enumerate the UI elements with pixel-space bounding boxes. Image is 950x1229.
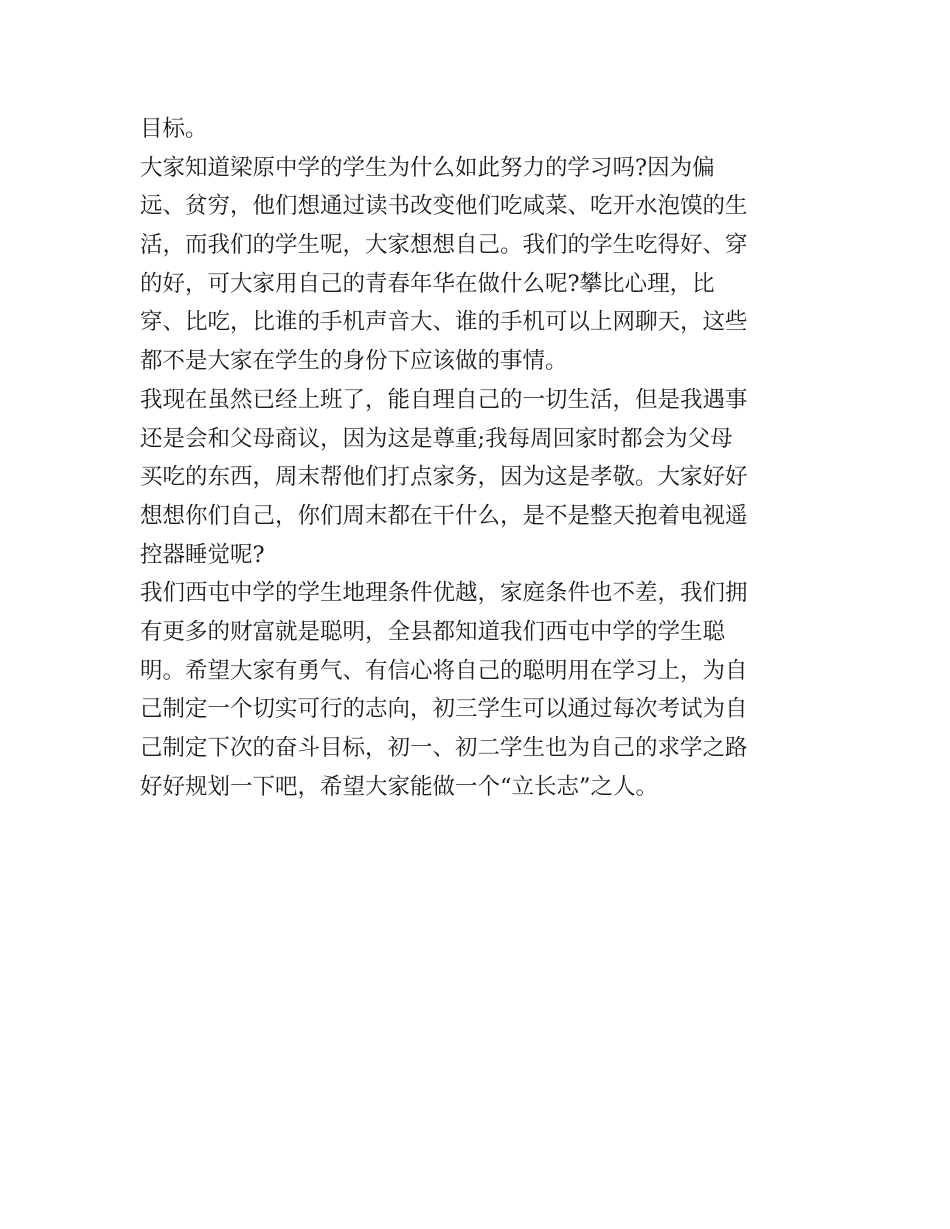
text-line: 目标。 bbox=[140, 116, 208, 142]
text-line: 远、贫穷，他们想通过读书改变他们吃咸菜、吃开水泡馍的生 bbox=[140, 193, 748, 220]
text-line: 好好规划一下吧，希望大家能做一个“立长志”之人。 bbox=[140, 773, 659, 800]
text-line: 活，而我们的学生呢，大家想想自己。我们的学生吃得好、穿 bbox=[140, 232, 748, 259]
text-line: 都不是大家在学生的身份下应该做的事情。 bbox=[140, 348, 568, 375]
text-line: 买吃的东西，周末帮他们打点家务，因为这是孝敬。大家好好 bbox=[140, 464, 748, 491]
text-line: 明。希望大家有勇气、有信心将自己的聪明用在学习上，为自 bbox=[140, 657, 748, 684]
text-line: 的好，可大家用自己的青春年华在做什么呢?攀比心理，比 bbox=[140, 270, 715, 297]
text-line: 控器睡觉呢? bbox=[140, 541, 265, 568]
text-line: 己制定下次的奋斗目标，初一、初二学生也为自己的求学之路 bbox=[140, 735, 748, 761]
text-line: 己制定一个切实可行的志向，初三学生可以通过每次考试为自 bbox=[140, 696, 748, 723]
text-line: 还是会和父母商议，因为这是尊重;我每周回家时都会为父母 bbox=[140, 425, 733, 452]
text-line: 穿、比吃，比谁的手机声音大、谁的手机可以上网聊天，这些 bbox=[140, 309, 748, 336]
text-line: 我现在虽然已经上班了，能自理自己的一切生活，但是我遇事 bbox=[140, 386, 748, 413]
text-line: 大家知道梁原中学的学生为什么如此努力的学习吗?因为偏 bbox=[140, 154, 715, 181]
text-line: 我们西屯中学的学生地理条件优越，家庭条件也不差，我们拥 bbox=[140, 580, 748, 607]
body-text bbox=[140, 110, 820, 806]
text-line: 有更多的财富就是聪明，全县都知道我们西屯中学的学生聪 bbox=[140, 618, 726, 645]
text-line: 想想你们自己，你们周末都在干什么，是不是整天抱着电视遥 bbox=[140, 502, 748, 529]
